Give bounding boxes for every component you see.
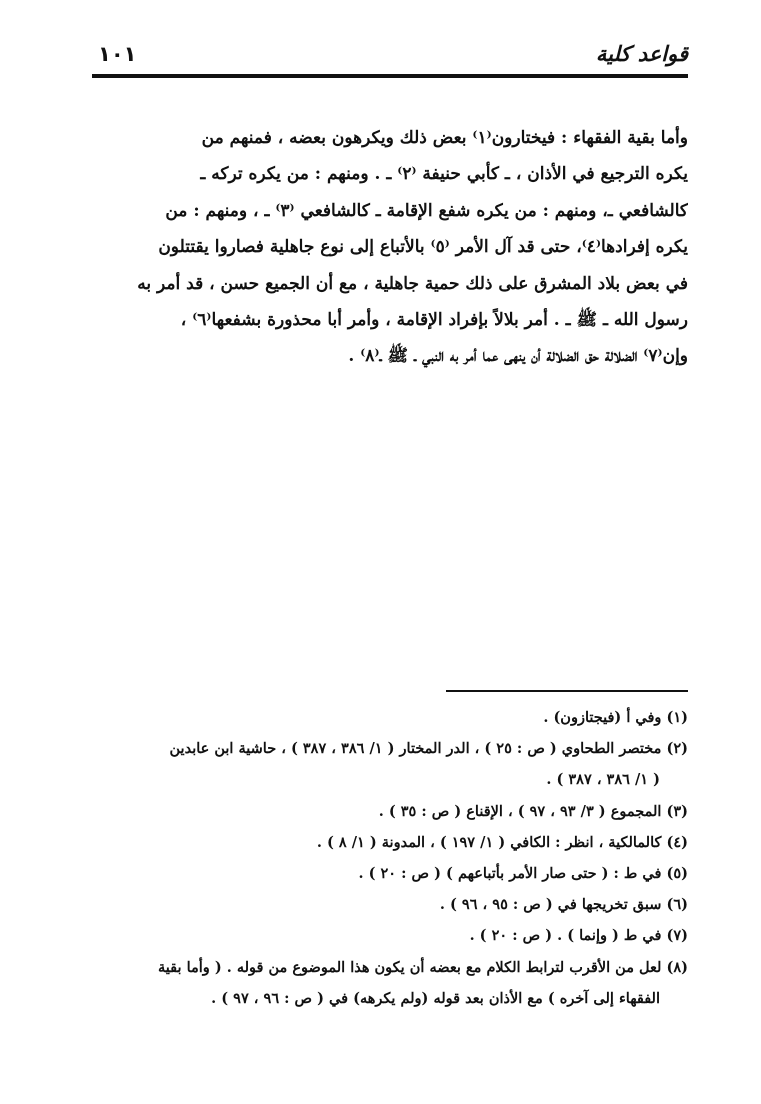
footnote-5: (٥) في ط : ( حتى صار الأمر بأتباعهم ) ( ص : ٢٠ ) . [358, 864, 688, 882]
footnote-1: (١) وفي أ (فيجتازون) . [543, 709, 688, 726]
footnote-2: (٢) مختصر الطحاوي ( ص : ٢٥ ) ، الدر المختار ( ١/ ٣٨٦ ، ٣٨٧ ) ، حاشية ابن عابدين [169, 740, 688, 758]
page-header [92, 38, 688, 78]
running-title: قواعد كلية [595, 42, 688, 66]
footnote-8: (٨) لعل من الأقرب لترابط الكلام مع بعضه أن يكون هذا الموضوع من قوله . ( وأما بقية [158, 958, 688, 976]
body-line: وأما بقية الفقهاء : فيختارون⁽١⁾ بعض ذلك ويكرهون بعضه ، فمنهم من [201, 128, 688, 148]
footnote-7: (٧) في ط ( وإنما ) . ( ص : ٢٠ ) . [469, 927, 688, 945]
page-number: ١٠١ [98, 42, 137, 66]
footnote-2-continued: ( ١/ ٣٨٦ ، ٣٨٧ ) . [546, 771, 660, 789]
header-rule [92, 74, 688, 78]
body-line: رسول الله ـ ﷺ ـ . أمر بلالاً بإفراد الإقامة ، وأمر أبا محذورة بشفعها⁽٦⁾ ، [180, 309, 688, 330]
footnote-8-continued: الفقهاء إلى آخره ) مع الأذان بعد قوله (ولم يكرهه) في ( ص : ٩٦ ، ٩٧ ) . [211, 989, 660, 1007]
body-paragraph [98, 120, 688, 375]
footnote-3: (٣) المجموع ( ٣/ ٩٣ ، ٩٧ ) ، الإقناع ( ص : ٣٥ ) . [378, 802, 688, 820]
footnote-4: (٤) كالمالكية ، انظر : الكافي ( ١/ ١٩٧ ) ، المدونة ( ١/ ٨ ) . [316, 833, 688, 851]
footnote-6: (٦) سبق تخريجها في ( ص : ٩٥ ، ٩٦ ) . [439, 896, 688, 914]
footnotes [98, 702, 688, 1014]
body-line: كالشافعي ـ، ومنهم : من يكره شفع الإقامة ـ كالشافعي ⁽٣⁾ ـ ، ومنهم : من [165, 200, 688, 221]
body-line: في بعض بلاد المشرق على ذلك حمية جاهلية ، مع أن الجميع حسن ، قد أمر به [137, 273, 688, 294]
body-line: وإن⁽٧⁾ الضلالة حق الضلالة أن ينهى عما أمر به النبي ـ ﷺ ـ⁽٨⁾ . [348, 346, 688, 367]
footnote-separator [446, 690, 688, 692]
body-line: يكره الترجيع في الأذان ، ـ كأبي حنيفة ⁽٢⁾ ـ . ومنهم : من يكره تركه ـ [200, 164, 688, 185]
body-line: يكره إفرادها⁽٤⁾، حتى قد آل الأمر ⁽٥⁾ بالأتباع إلى نوع جاهلية فصاروا يقتتلون [158, 237, 688, 258]
